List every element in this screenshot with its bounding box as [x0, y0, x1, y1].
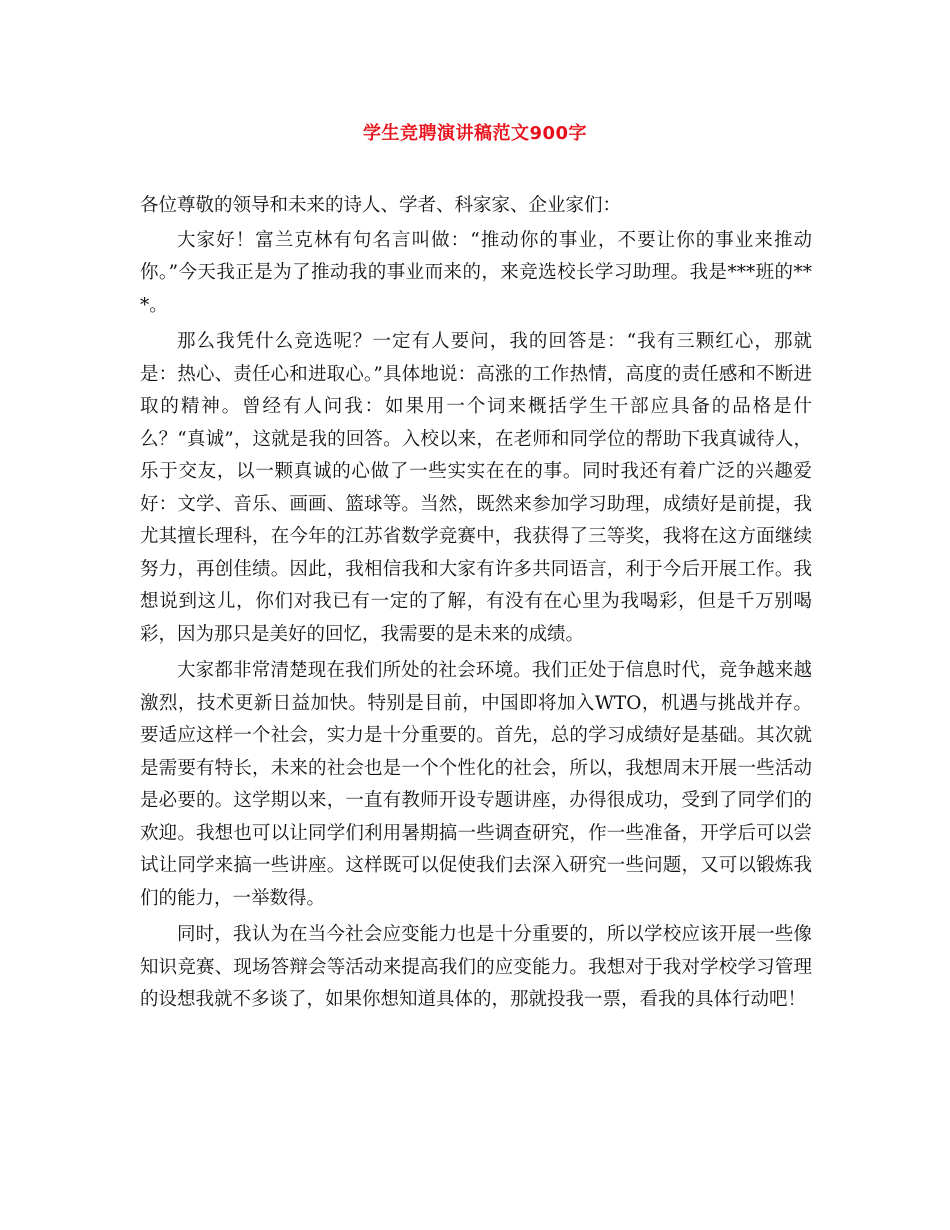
- document-title: 学生竞聘演讲稿范文900字: [362, 123, 588, 144]
- paragraph-qualifications: 那么我凭什么竞选呢？一定有人要问，我的回答是：“我有三颗红心，那就是：热心、责任心和进取心。”具体地说：高涨的工作热情，高度的责任感和不断进取的精神。曾经有人问我：如果用一个词来概括学生干部应具备的品格是什么？“真诚”，这就是我的回答。入校以来，在老师和同学位的帮助下我真诚待人，乐于交友，以一颗真诚的心做了一些实实在在的事。同时我还有着广泛的兴趣爱好：文学、音乐、画画、篮球等。当然，既然来参加学习助理，成绩好是前提，我尤其擅长理科，在今年的江苏省数学竞赛中，我获得了三等奖，我将在这方面继续努力，再创佳绩。因此，我相信我和大家有许多共同语言，利于今后开展工作。我想说到这儿，你们对我已有一定的了解，有没有在心里为我喝彩，但是千万别喝彩，因为那只是美好的回忆，我需要的是未来的成绩。: [140, 331, 812, 645]
- paragraph-environment: 大家都非常清楚现在我们所处的社会环境。我们正处于信息时代，竞争越来越激烈，技术更新日益加快。特别是目前，中国即将加入WTO，机遇与挑战并存。要适应这样一个社会，实力是十分重要的。首先，总的学习成绩好是基础。其次就是需要有特长，未来的社会也是一个个性化的社会，所以，我想周末开展一些活动是必要的。这学期以来，一直有教师开设专题讲座，办得很成功，受到了同学们的欢迎。我想也可以让同学们利用暑期搞一些调查研究，作一些准备，开学后可以尝试让同学来搞一些讲座。这样既可以促使我们去深入研究一些问题，又可以锻炼我们的能力，一举数得。: [140, 660, 812, 909]
- document-body: [140, 190, 812, 1021]
- salutation: 各位尊敬的领导和未来的诗人、学者、科家家、企业家们：: [140, 195, 622, 216]
- paragraph-closing: 同时，我认为在当今社会应变能力也是十分重要的，所以学校应该开展一些像知识竞赛、现场答辩会等活动来提高我们的应变能力。我想对于我对学校学习管理的设想我就不多谈了，如果你想知道具体的，那就投我一票，看我的具体行动吧！: [140, 924, 812, 1010]
- paragraph-greeting: 大家好！富兰克林有句名言叫做：“推动你的事业，不要让你的事业来推动你。”今天我正是为了推动我的事业而来的，来竞选校长学习助理。我是***班的***。: [140, 229, 812, 316]
